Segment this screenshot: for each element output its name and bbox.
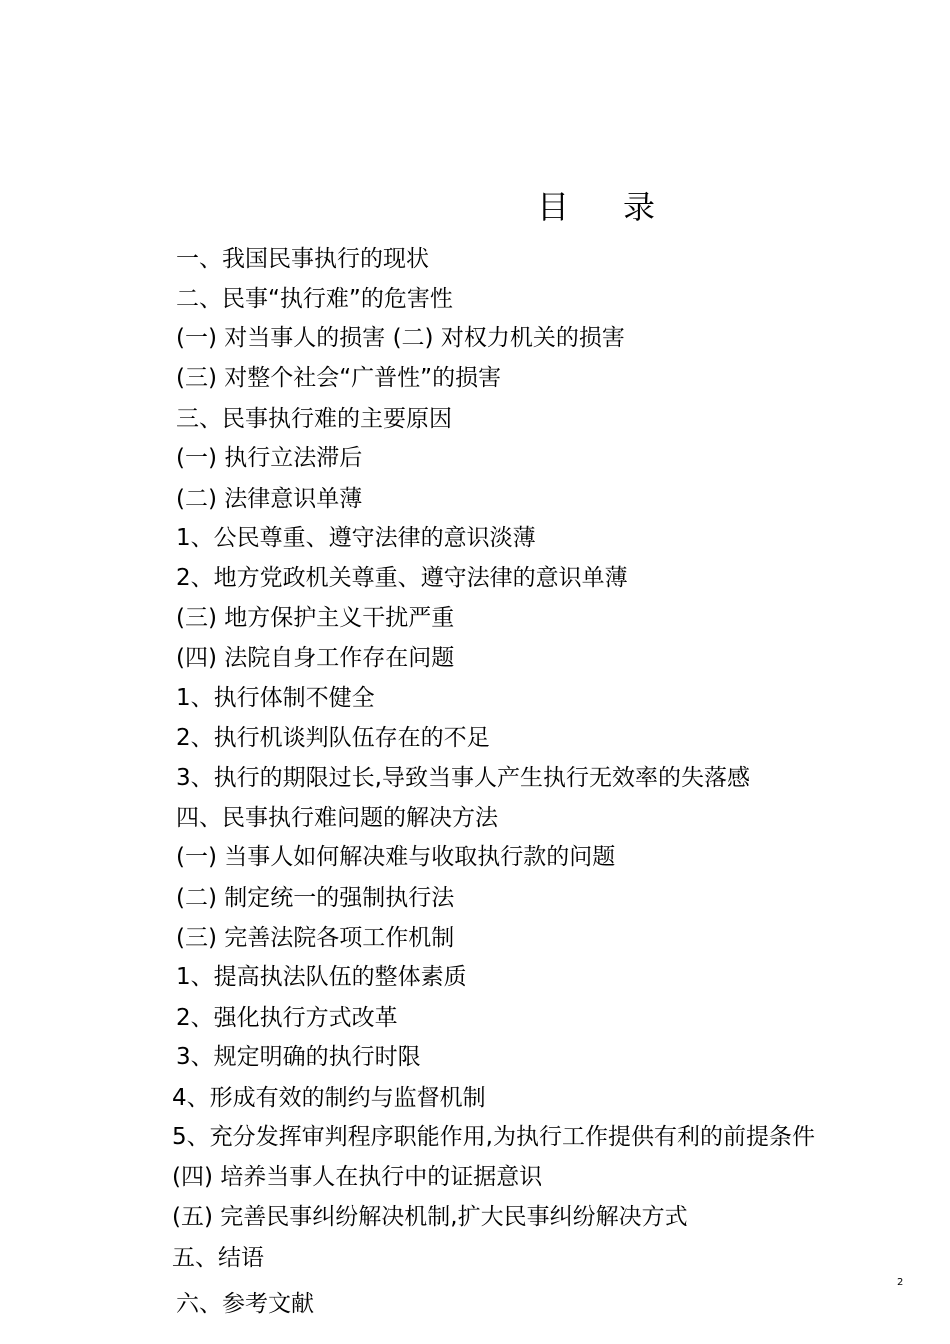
toc-entry: 3、执行的期限过长,导致当事人产生执行无效率的失落感 xyxy=(176,765,750,791)
toc-entry: 六、参考文献 xyxy=(176,1291,314,1317)
toc-entry: 1、提高执法队伍的整体素质 xyxy=(176,964,467,990)
toc-entry: 2、执行机谈判队伍存在的不足 xyxy=(176,725,490,751)
toc-title: 目录 xyxy=(537,188,710,226)
toc-entry: (一) 执行立法滞后 xyxy=(176,445,363,471)
toc-entry: (五) 完善民事纠纷解决机制,扩大民事纠纷解决方式 xyxy=(172,1204,688,1230)
toc-entry: 三、民事执行难的主要原因 xyxy=(176,406,452,432)
toc-entry: (二) 法律意识单薄 xyxy=(176,486,363,512)
toc-entry: (二) 制定统一的强制执行法 xyxy=(176,885,455,911)
toc-entry: 2、地方党政机关尊重、遵守法律的意识单薄 xyxy=(176,565,628,591)
toc-entry: 四、民事执行难问题的解决方法 xyxy=(176,805,498,831)
page-number: 2 xyxy=(897,1277,904,1288)
toc-entry: (四) 法院自身工作存在问题 xyxy=(176,645,455,671)
toc-entry: (四) 培养当事人在执行中的证据意识 xyxy=(172,1164,543,1190)
toc-entry: 二、民事“执行难”的危害性 xyxy=(176,286,453,312)
toc-entry: 3、规定明确的执行时限 xyxy=(176,1044,421,1070)
toc-entry: 五、结语 xyxy=(172,1245,264,1271)
toc-entry: 1、公民尊重、遵守法律的意识淡薄 xyxy=(176,525,536,551)
toc-entry: (一) 当事人如何解决难与收取执行款的问题 xyxy=(176,844,616,870)
toc-entry: 2、强化执行方式改革 xyxy=(176,1005,398,1031)
toc-entry: 5、充分发挥审判程序职能作用,为执行工作提供有利的前提条件 xyxy=(172,1124,815,1150)
toc-entry: (三) 地方保护主义干扰严重 xyxy=(176,605,455,631)
toc-entry: 4、形成有效的制约与监督机制 xyxy=(172,1085,486,1111)
toc-entry: (一) 对当事人的损害 (二) 对权力机关的损害 xyxy=(176,325,625,351)
toc-entry: (三) 对整个社会“广普性”的损害 xyxy=(176,365,502,391)
toc-entry: (三) 完善法院各项工作机制 xyxy=(176,925,455,951)
toc-entry: 一、我国民事执行的现状 xyxy=(176,246,429,272)
toc-entry: 1、执行体制不健全 xyxy=(176,685,375,711)
